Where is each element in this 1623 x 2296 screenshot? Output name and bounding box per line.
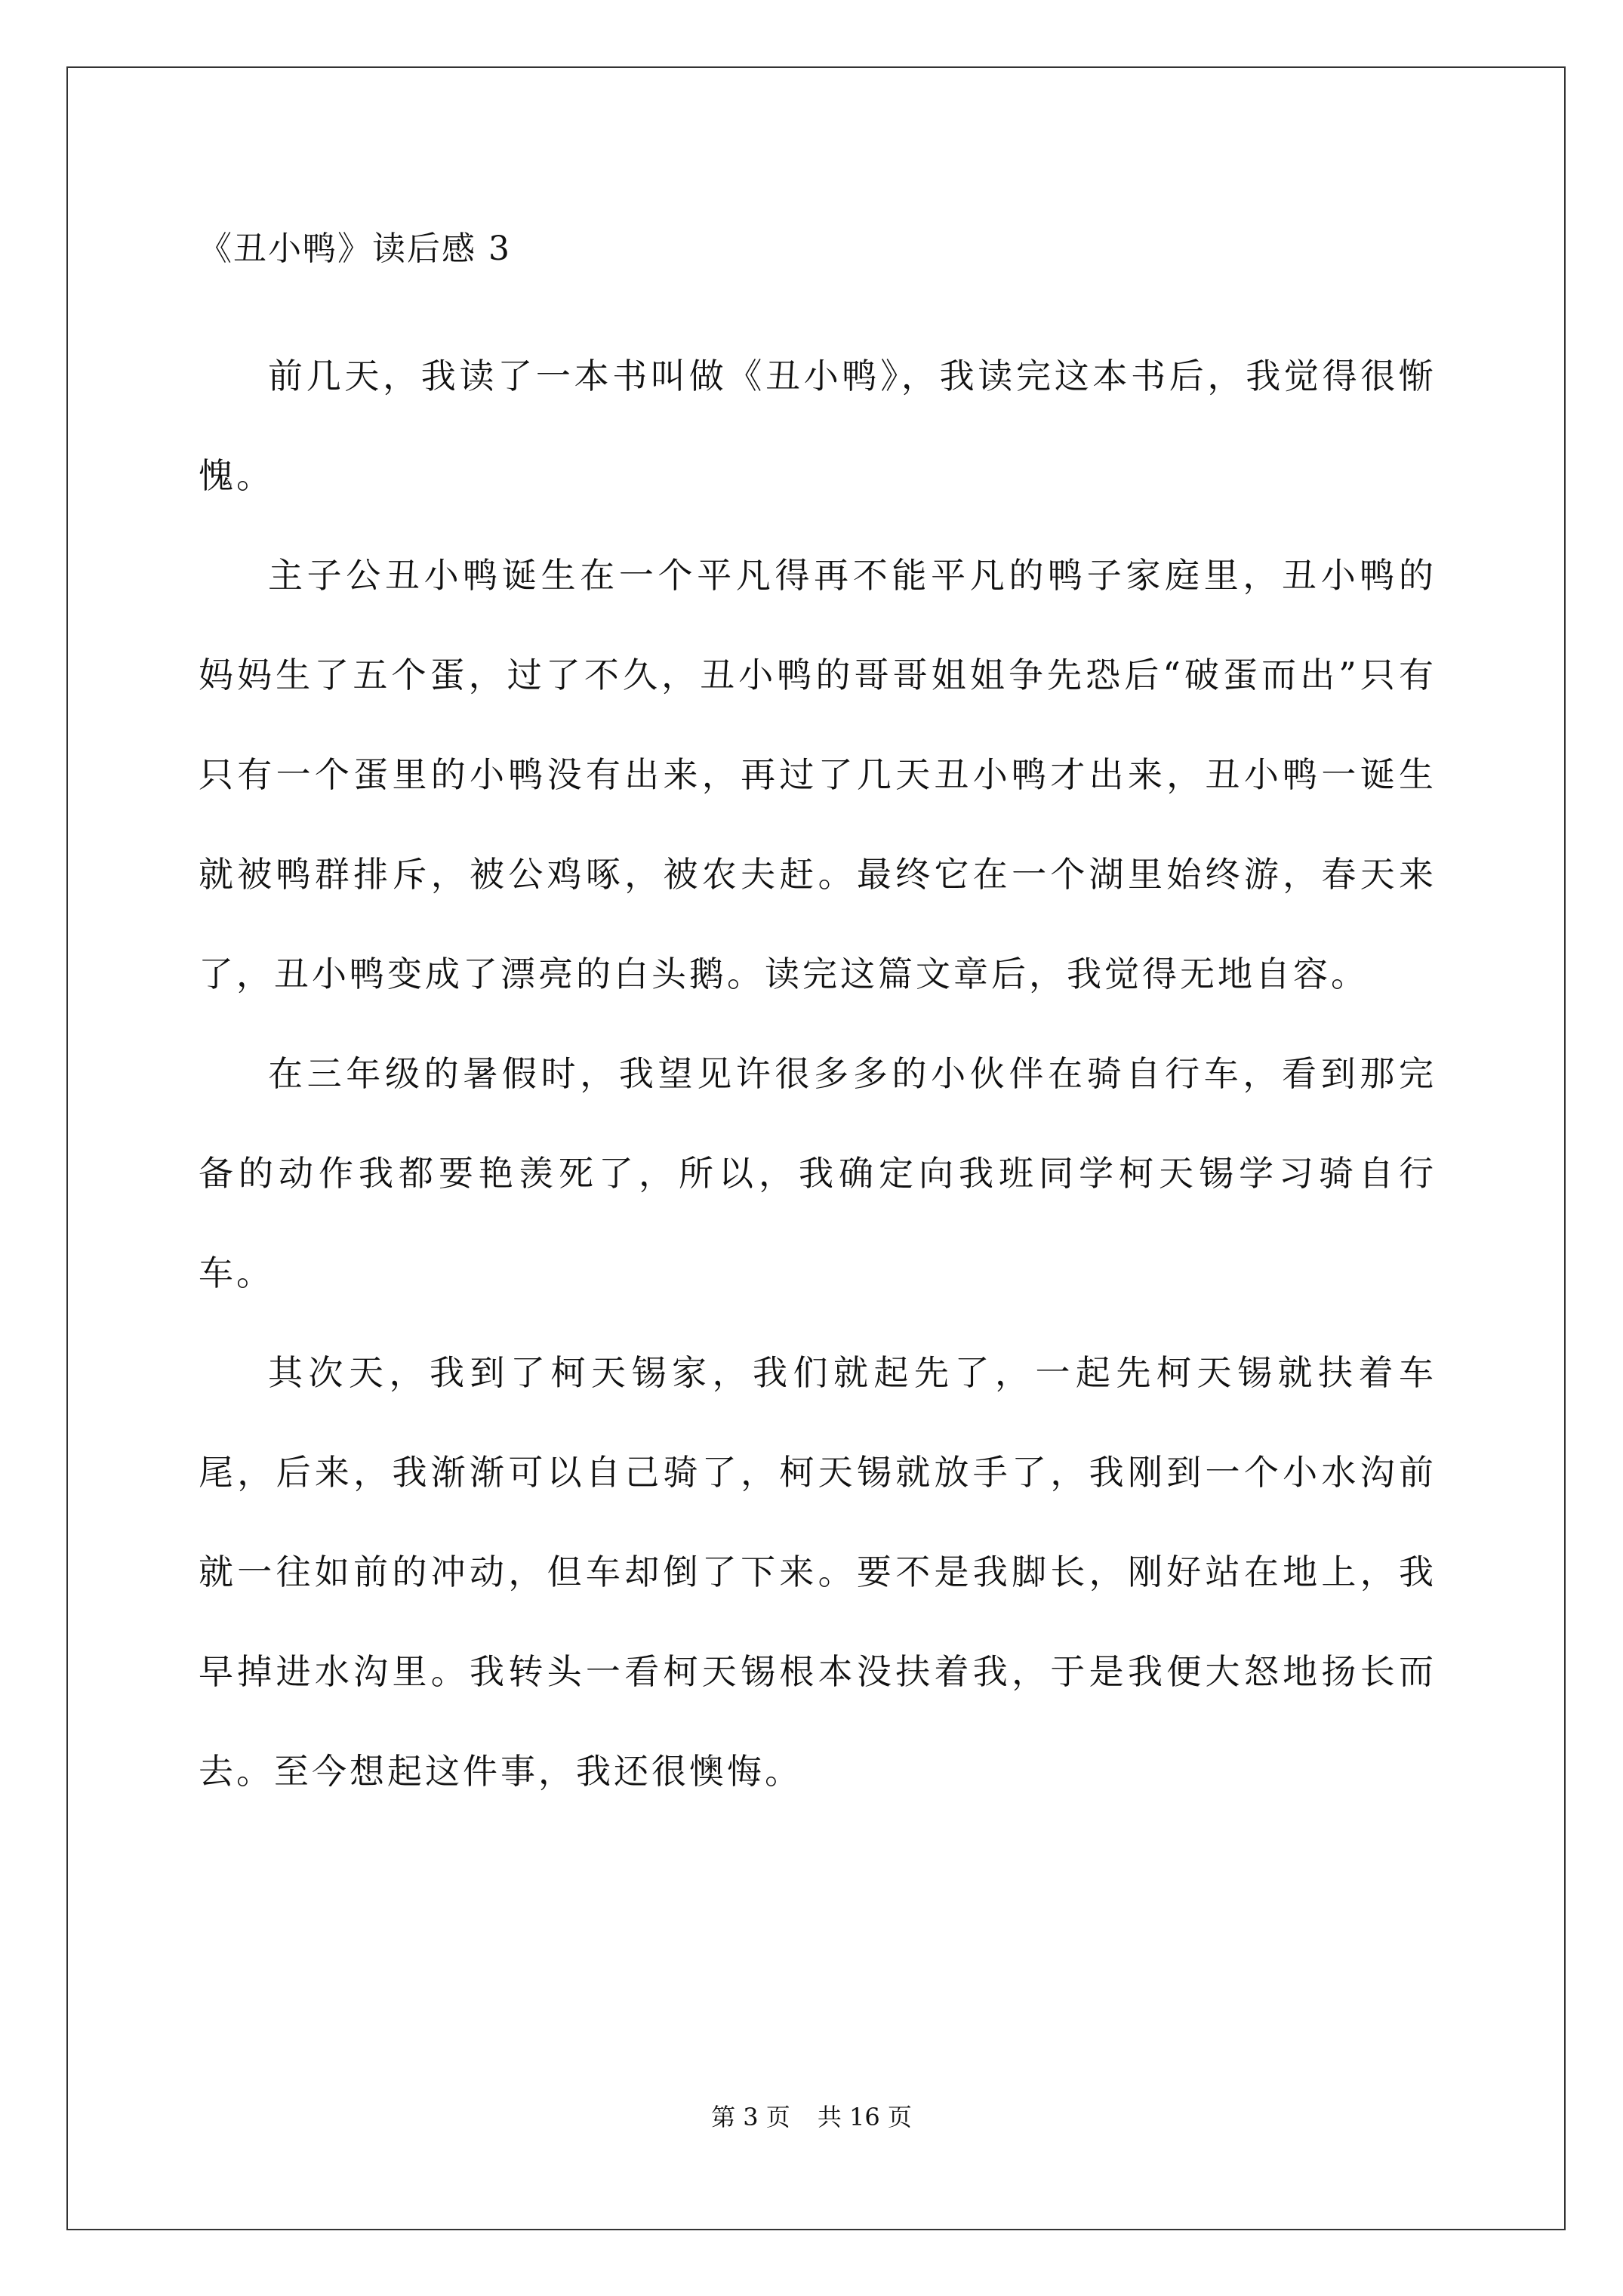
paragraph-1: 前几天，我读了一本书叫做《丑小鸭》，我读完这本书后，我觉得很惭愧。 <box>199 356 1437 496</box>
paragraph-3: 在三年级的暑假时，我望见许很多多的小伙伴在骑自行车，看到那完备的动作我都要艳羡死了，所以，我确定向我班同学柯天锡学习骑自行车。 <box>199 1053 1437 1293</box>
paragraph-2: 主子公丑小鸭诞生在一个平凡得再不能平凡的鸭子家庭里，丑小鸭的妈妈生了五个蛋，过了不久，丑小鸭的哥哥姐姐争先恐后“破蛋而出”只有只有一个蛋里的小鸭没有出来，再过了几天丑小鸭才出来，丑小鸭一诞生就被鸭群排斥，被公鸡啄，被农夫赶。最终它在一个湖里始终游，春天来了，丑小鸭变成了漂亮的白头鹅。读完这篇文章后，我觉得无地自容。 <box>199 555 1437 994</box>
page-footer <box>0 2102 1623 2132</box>
page-number: 第 3 页 <box>711 2103 790 2131</box>
paragraph-4: 其次天，我到了柯天锡家，我们就起先了，一起先柯天锡就扶着车尾，后来，我渐渐可以自己骑了，柯天锡就放手了，我刚到一个小水沟前就一往如前的冲动，但车却倒了下来。要不是我脚长，刚好站在地上，我早掉进水沟里。我转头一看柯天锡根本没扶着我，于是我便大怒地扬长而去。至今想起这件事，我还很懊悔。 <box>199 1352 1437 1792</box>
page-total: 共 16 页 <box>817 2103 912 2131</box>
document-title: 《丑小鸭》读后感 3 <box>199 230 511 268</box>
document-body <box>199 219 1437 1821</box>
